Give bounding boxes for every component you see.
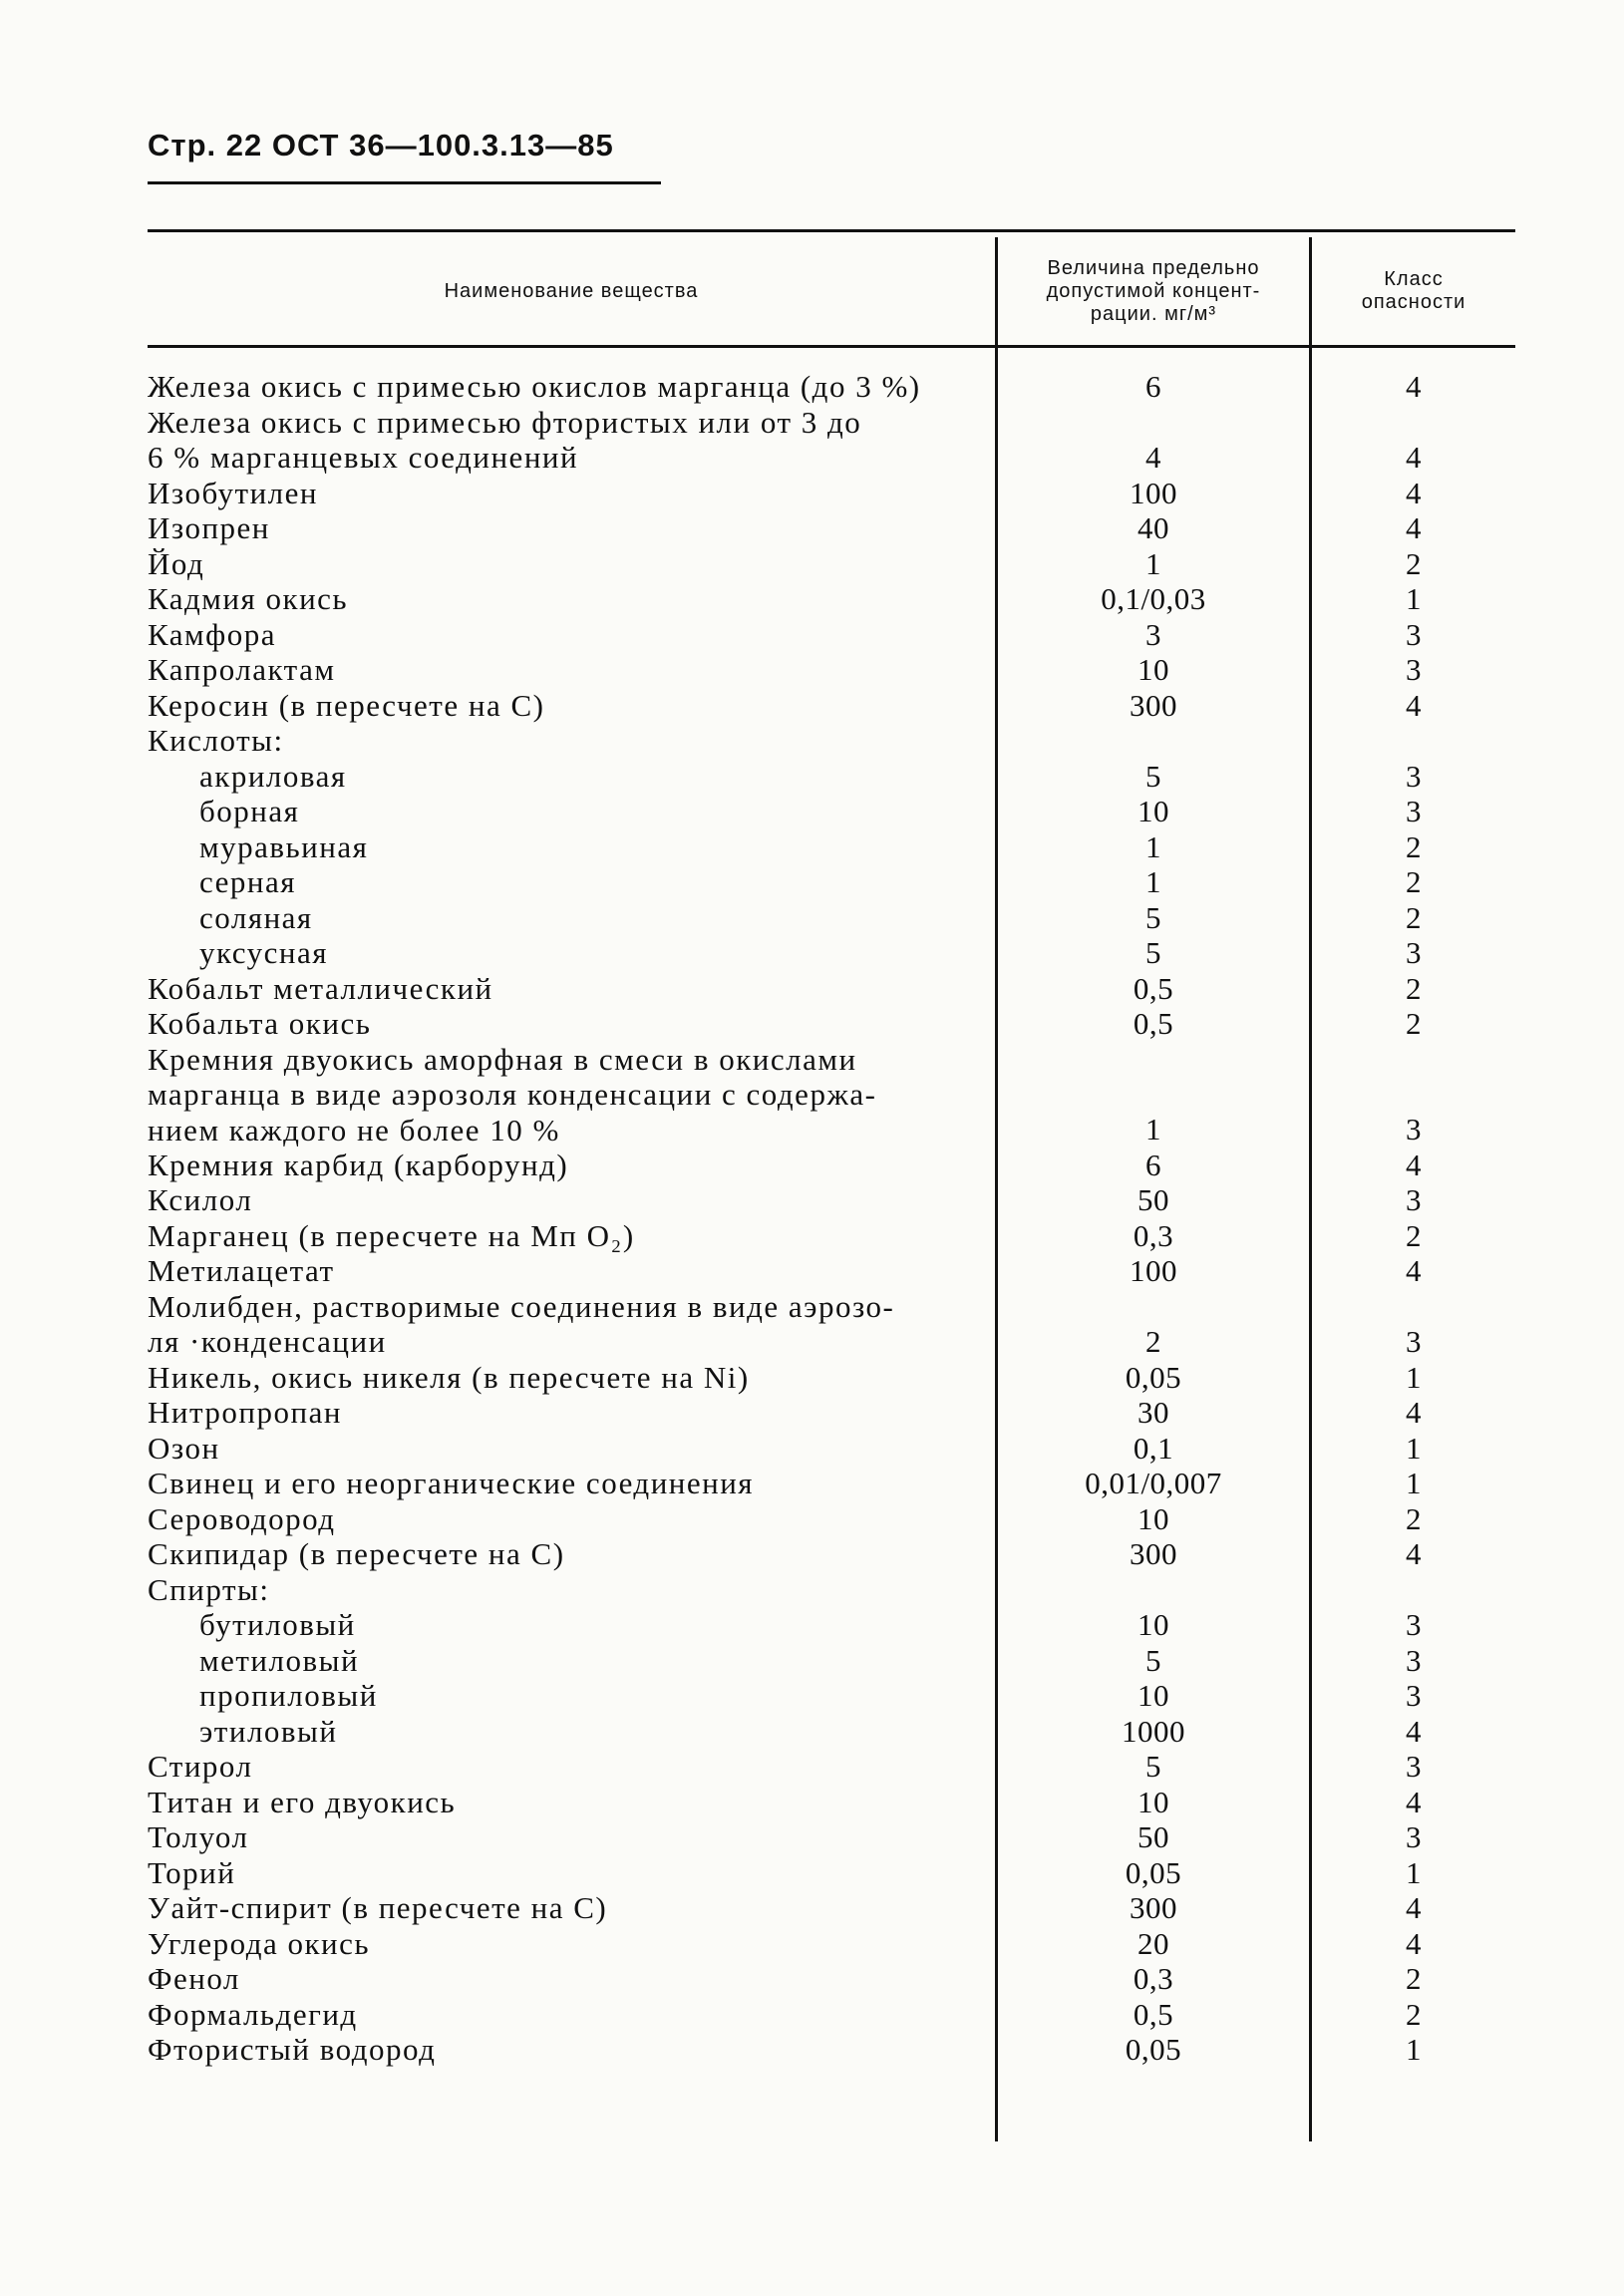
limit-value: 6 [1145, 369, 1161, 404]
limit-value: 10 [1137, 652, 1169, 687]
hazard-class: 2 [1406, 545, 1422, 581]
substance-name: пропиловый [199, 1678, 378, 1713]
hazard-class: 2 [1406, 1217, 1422, 1253]
substance-name: Углерода окись [148, 1925, 371, 1961]
substance-name: Кадмия окись [148, 581, 349, 616]
table-row [148, 1042, 1515, 1148]
substance-name: Уайт-спирит (в пересчете на С) [148, 1890, 608, 1925]
hazard-class: 4 [1406, 369, 1422, 404]
hazard-class: 2 [1406, 899, 1422, 935]
hazard-class: 4 [1406, 1536, 1422, 1571]
table-row [148, 1714, 1515, 1750]
table-row [148, 581, 1515, 617]
substance-name: борная [199, 794, 300, 828]
table-row [148, 510, 1515, 546]
table-row [148, 723, 1515, 759]
table-row [148, 1253, 1515, 1289]
table-row [148, 794, 1515, 829]
table-row [148, 1501, 1515, 1537]
limit-value: 50 [1137, 1182, 1169, 1217]
table-row [148, 1148, 1515, 1183]
hazard-class: 3 [1406, 794, 1422, 828]
substance-name: Торий [148, 1854, 236, 1890]
hazard-class: 4 [1406, 1395, 1422, 1430]
table-row [148, 1678, 1515, 1714]
hazard-class: 1 [1406, 2032, 1422, 2067]
limit-value: 0,05 [1125, 1854, 1182, 1890]
table-body [148, 369, 1515, 2068]
table-row [148, 2032, 1515, 2068]
limit-value: 0,5 [1133, 970, 1174, 1006]
table-row [148, 1890, 1515, 1926]
table-row [148, 546, 1515, 582]
limit-value: 1 [1145, 864, 1161, 899]
substance-name: Ксилол [148, 1182, 253, 1217]
limit-value: 5 [1145, 899, 1161, 935]
hazard-class: 3 [1406, 1112, 1422, 1147]
header-rule [148, 181, 661, 184]
limit-value: 1 [1145, 1112, 1161, 1147]
limit-value: 5 [1145, 935, 1161, 970]
limit-value: 10 [1137, 1784, 1169, 1819]
limit-value: 300 [1130, 1890, 1177, 1925]
column-header-hazard-class: Класс опасности [1361, 268, 1466, 313]
table-row [148, 1926, 1515, 1962]
column-header-limit: Величина предельно допустимой концент- рации. мг/м³ [1046, 256, 1261, 325]
page-header: Стр. 22 ОСТ 36—100.3.13—85 [148, 128, 614, 163]
hazard-class: 3 [1406, 616, 1422, 652]
table-row [148, 369, 1515, 405]
limit-value: 3 [1145, 616, 1161, 652]
substance-name: Керосин (в пересчете на С) [148, 687, 545, 723]
limit-value: 300 [1130, 687, 1177, 723]
limit-value: 2 [1145, 1324, 1161, 1359]
substance-name: Кремния двуокись аморфная в смеси в окислами марганца в виде аэрозоля конденсации с содержа- нием каждого не более 10 % [148, 1041, 877, 1148]
hazard-class: 4 [1406, 510, 1422, 545]
hazard-class: 2 [1406, 1006, 1422, 1041]
hazard-class: 4 [1406, 1253, 1422, 1288]
limit-value: 5 [1145, 1749, 1161, 1784]
limit-value: 40 [1137, 510, 1169, 545]
substance-name: Толуол [148, 1819, 249, 1854]
table-row [148, 1289, 1515, 1360]
table-header-rule [148, 345, 1515, 348]
limit-value: 1 [1145, 545, 1161, 581]
substance-name: Свинец и его неорганические соединения [148, 1466, 755, 1500]
limit-value: 0,01/0,007 [1085, 1466, 1222, 1500]
substance-name: Метилацетат [148, 1253, 335, 1288]
substance-name: Скипидар (в пересчете на С) [148, 1536, 565, 1571]
substance-name: метиловый [199, 1642, 360, 1678]
table-row [148, 1360, 1515, 1396]
substance-name: Кремния карбид (карборунд) [148, 1147, 569, 1182]
table-row [148, 1536, 1515, 1572]
limit-value: 100 [1130, 475, 1177, 510]
substance-name: Изобутилен [148, 475, 318, 510]
table-row [148, 1855, 1515, 1891]
substance-name: серная [199, 864, 297, 899]
substance-name: Марганец (в пересчете на Мп О₂) [148, 1217, 635, 1253]
limit-value: 4 [1145, 440, 1161, 475]
table-row [148, 1961, 1515, 1997]
limit-value: 0,5 [1133, 1006, 1174, 1041]
limit-value: 100 [1130, 1253, 1177, 1288]
table-row [148, 476, 1515, 511]
limit-value: 0,1 [1133, 1430, 1174, 1466]
substance-name: Железа окись с примесью фтористых или от 3 до 6 % марганцевых соединений [148, 404, 862, 475]
hazard-class: 3 [1406, 1749, 1422, 1784]
substance-name: этиловый [199, 1713, 338, 1749]
limit-value: 50 [1137, 1819, 1169, 1854]
hazard-class: 1 [1406, 1466, 1422, 1500]
substance-name: Кислоты: [148, 723, 284, 758]
substance-name: Никель, окись никеля (в пересчете на Ni) [148, 1359, 750, 1395]
substance-name: Сероводород [148, 1500, 336, 1536]
substance-name: Молибден, растворимые соединения в виде аэрозо- ля ·конденсации [148, 1288, 895, 1359]
limit-value: 300 [1130, 1536, 1177, 1571]
hazard-class: 2 [1406, 1500, 1422, 1536]
limit-value: 10 [1137, 794, 1169, 828]
table-row [148, 1749, 1515, 1785]
substance-name: Спирты: [148, 1571, 270, 1607]
table-row [148, 1431, 1515, 1467]
substance-name: Капролактам [148, 652, 336, 687]
limit-value: 20 [1137, 1925, 1169, 1961]
substance-name: акриловая [199, 758, 347, 794]
hazard-class: 4 [1406, 687, 1422, 723]
substance-name: уксусная [199, 935, 329, 970]
limit-value: 1000 [1122, 1713, 1185, 1749]
limit-value: 5 [1145, 1642, 1161, 1678]
hazard-class: 2 [1406, 970, 1422, 1006]
hazard-class: 3 [1406, 1182, 1422, 1217]
hazard-class: 3 [1406, 935, 1422, 970]
substance-name: Камфора [148, 616, 276, 652]
table-row [148, 1572, 1515, 1608]
hazard-class: 2 [1406, 864, 1422, 899]
limit-value: 10 [1137, 1500, 1169, 1536]
column-header-substance: Наименование вещества [444, 279, 699, 302]
hazard-class: 4 [1406, 1147, 1422, 1182]
limit-value: 0,5 [1133, 1996, 1174, 2032]
substance-name: Нитропропан [148, 1395, 342, 1430]
hazard-class: 1 [1406, 581, 1422, 616]
table-row [148, 759, 1515, 795]
substance-name: Стирол [148, 1749, 253, 1784]
table-row [148, 1218, 1515, 1254]
substance-name: муравьиная [199, 828, 369, 864]
table-row [148, 688, 1515, 724]
table-row [148, 1006, 1515, 1042]
limit-value: 0,1/0,03 [1101, 581, 1206, 616]
hazard-class: 3 [1406, 1607, 1422, 1642]
substance-name: Изопрен [148, 510, 270, 545]
substance-name: Озон [148, 1430, 220, 1466]
hazard-class: 3 [1406, 1324, 1422, 1359]
hazard-class: 3 [1406, 1642, 1422, 1678]
hazard-class: 2 [1406, 828, 1422, 864]
hazard-class: 4 [1406, 1925, 1422, 1961]
table-row [148, 864, 1515, 900]
substance-name: соляная [199, 899, 313, 935]
table-row [148, 405, 1515, 476]
substance-name: Фтористый водород [148, 2032, 437, 2067]
limit-value: 0,3 [1133, 1961, 1174, 1996]
limit-value: 30 [1137, 1395, 1169, 1430]
table-row [148, 1997, 1515, 2033]
substance-name: Титан и его двуокись [148, 1784, 457, 1819]
table-row [148, 1785, 1515, 1820]
table-row [148, 829, 1515, 865]
hazard-class: 4 [1406, 475, 1422, 510]
table-row [148, 1395, 1515, 1431]
hazard-class: 4 [1406, 440, 1422, 475]
limit-value: 5 [1145, 758, 1161, 794]
substance-name: Кобальт металлический [148, 970, 493, 1006]
hazard-class: 2 [1406, 1961, 1422, 1996]
limit-value: 10 [1137, 1678, 1169, 1713]
limit-value: 10 [1137, 1607, 1169, 1642]
table-row [148, 900, 1515, 936]
table-row [148, 971, 1515, 1007]
table-row [148, 935, 1515, 971]
limit-value: 6 [1145, 1147, 1161, 1182]
hazard-class: 4 [1406, 1784, 1422, 1819]
hazard-class: 4 [1406, 1713, 1422, 1749]
substance-name: Формальдегид [148, 1996, 358, 2032]
limit-value: 0,05 [1125, 2032, 1182, 2067]
substance-name: бутиловый [199, 1607, 356, 1642]
hazard-class: 3 [1406, 758, 1422, 794]
hazard-class: 3 [1406, 1678, 1422, 1713]
hazard-class: 2 [1406, 1996, 1422, 2032]
limit-value: 1 [1145, 828, 1161, 864]
table-row [148, 1643, 1515, 1679]
hazard-class: 3 [1406, 1819, 1422, 1854]
table-row [148, 1466, 1515, 1501]
table-row [148, 1182, 1515, 1218]
substance-name: Фенол [148, 1961, 240, 1996]
substance-name: Кобальта окись [148, 1006, 372, 1041]
table-row [148, 1607, 1515, 1643]
hazard-class: 3 [1406, 652, 1422, 687]
substance-name: Йод [148, 545, 205, 581]
hazard-class: 1 [1406, 1430, 1422, 1466]
substance-name: Железа окись с примесью окислов марганца (до 3 %) [148, 369, 921, 404]
limit-value: 0,05 [1125, 1359, 1182, 1395]
hazard-class: 1 [1406, 1854, 1422, 1890]
hazard-class: 4 [1406, 1890, 1422, 1925]
table-row [148, 1819, 1515, 1855]
table-top-rule [148, 229, 1515, 232]
limit-value: 0,3 [1133, 1217, 1174, 1253]
table-row [148, 652, 1515, 688]
table-row [148, 617, 1515, 653]
hazard-class: 1 [1406, 1359, 1422, 1395]
